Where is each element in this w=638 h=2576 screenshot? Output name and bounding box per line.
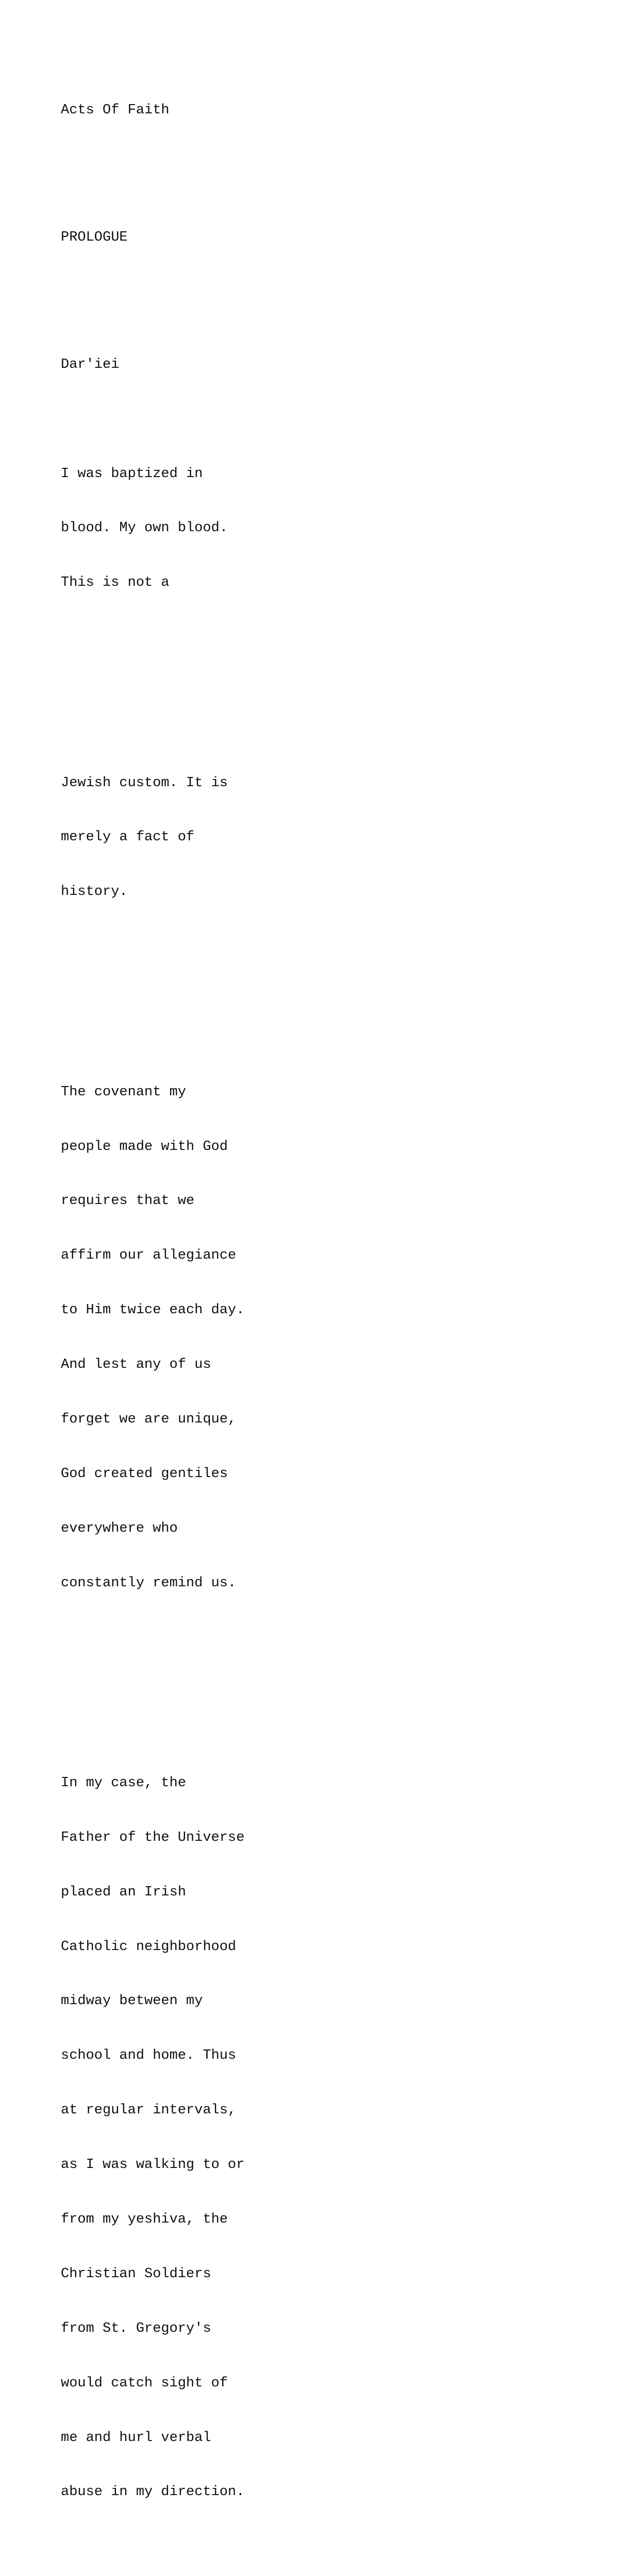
speaker-name: Dar'iei <box>61 357 120 372</box>
text-line: affirm our allegiance <box>61 1248 237 1264</box>
text-line: people made with God <box>61 1139 228 1155</box>
document-body <box>61 65 244 2576</box>
text-line: requires that we <box>61 1193 195 1209</box>
section-heading: PROLOGUE <box>61 229 128 245</box>
text-line: to Him twice each day. <box>61 1302 245 1318</box>
text-line: And lest any of us <box>61 1357 211 1373</box>
text-line: merely a fact of <box>61 829 195 845</box>
spacer <box>61 156 244 192</box>
text-line: This is not a <box>61 575 170 591</box>
spacer <box>61 283 244 320</box>
text-line: Christian Soldiers <box>61 2266 211 2282</box>
text-line: The covenant my <box>61 1084 187 1100</box>
text-line: I was baptized in <box>61 466 203 482</box>
text-line: In my case, the <box>61 1775 187 1791</box>
paragraph <box>61 738 244 938</box>
text-line: constantly remind us. <box>61 1575 237 1591</box>
text-line: Catholic neighborhood <box>61 1939 237 1955</box>
paragraph <box>61 429 244 629</box>
text-line: school and home. Thus <box>61 2048 237 2064</box>
paragraph <box>61 1738 244 2538</box>
text-line: as I was walking to or <box>61 2157 245 2173</box>
text-line: would catch sight of <box>61 2375 228 2391</box>
text-line: from my yeshiva, the <box>61 2212 228 2228</box>
text-line: history. <box>61 884 128 900</box>
spacer <box>61 1665 244 1683</box>
text-line: midway between my <box>61 1993 203 2009</box>
text-line: God created gentiles <box>61 1466 228 1482</box>
text-line: blood. My own blood. <box>61 520 228 536</box>
text-line: abuse in my direction. <box>61 2484 245 2500</box>
text-line: from St. Gregory's <box>61 2320 211 2336</box>
document-title: Acts Of Faith <box>61 102 170 118</box>
text-line: me and hurl verbal <box>61 2430 211 2446</box>
spacer <box>61 974 244 992</box>
text-line: forget we are unique, <box>61 1411 237 1427</box>
text-line: placed an Irish <box>61 1884 187 1900</box>
text-line: everywhere who <box>61 1520 178 1536</box>
text-line: Jewish custom. It is <box>61 775 228 791</box>
spacer <box>61 665 244 683</box>
paragraph <box>61 1047 244 1629</box>
text-line: at regular intervals, <box>61 2103 237 2119</box>
text-line: Father of the Universe <box>61 1829 245 1845</box>
